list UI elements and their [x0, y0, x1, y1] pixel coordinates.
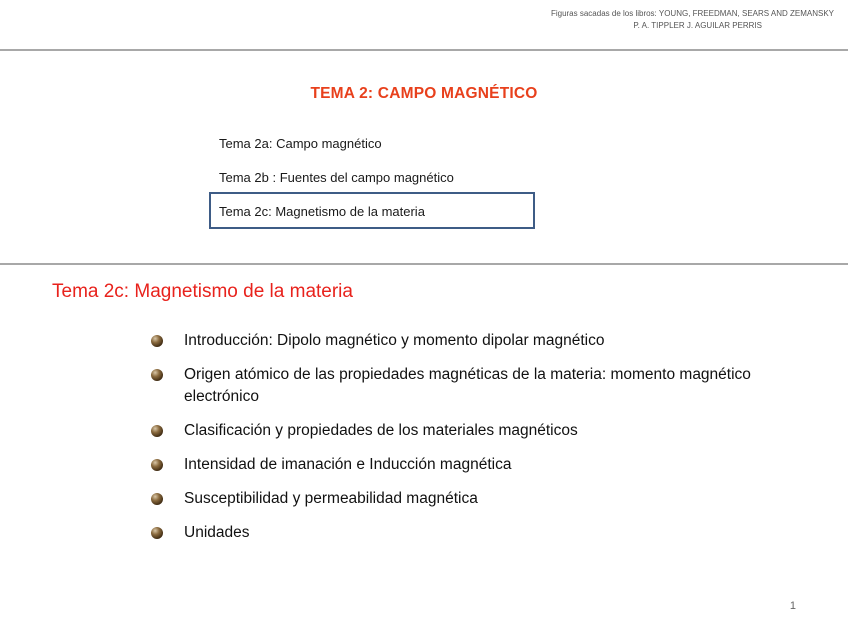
bullet-text: Clasificación y propiedades de los materiales magnéticos	[184, 422, 578, 439]
sphere-bullet-icon	[151, 425, 163, 437]
sphere-bullet-icon	[151, 335, 163, 347]
sphere-bullet-icon	[151, 459, 163, 471]
topic-item-2c: Tema 2c: Magnetismo de la materia	[219, 204, 425, 219]
topic-item-2b: Tema 2b : Fuentes del campo magnético	[219, 170, 454, 185]
page-number: 1	[789, 600, 796, 612]
sphere-bullet-icon	[151, 369, 163, 381]
credits-line-2: P. A. TIPPLER J. AGUILAR PERRIS	[633, 21, 762, 30]
bullet-text: Unidades	[184, 524, 250, 541]
sphere-bullet-icon	[151, 527, 163, 539]
bullet-item	[151, 488, 791, 510]
bullet-item	[151, 420, 791, 442]
bullet-text: Intensidad de imanación e Inducción magnética	[184, 456, 512, 473]
bullet-item	[151, 454, 791, 476]
section-title: Tema 2c: Magnetismo de la materia	[52, 281, 353, 302]
bullet-text: Introducción: Dipolo magnético y momento dipolar magnético	[184, 332, 605, 349]
bullet-item	[151, 522, 791, 544]
slide-title: TEMA 2: CAMPO MAGNÉTICO	[310, 85, 538, 102]
sphere-bullet-icon	[151, 493, 163, 505]
figure-credits	[551, 8, 834, 32]
credits-line-1: Figuras sacadas de los libros: YOUNG, FREEDMAN, SEARS AND ZEMANSKY	[550, 9, 834, 18]
bullet-text: Susceptibilidad y permeabilidad magnética	[184, 490, 478, 507]
section-divider	[0, 263, 848, 265]
bullet-item	[151, 364, 791, 408]
bullet-text: Origen atómico de las propiedades magnéticas de la materia: momento magnético electrónico	[184, 366, 751, 405]
topic-item-2a: Tema 2a: Campo magnético	[219, 136, 382, 151]
bullet-item	[151, 330, 791, 352]
current-topic-highlight	[209, 192, 535, 229]
top-divider	[0, 49, 848, 51]
content-bullet-list	[151, 330, 791, 556]
